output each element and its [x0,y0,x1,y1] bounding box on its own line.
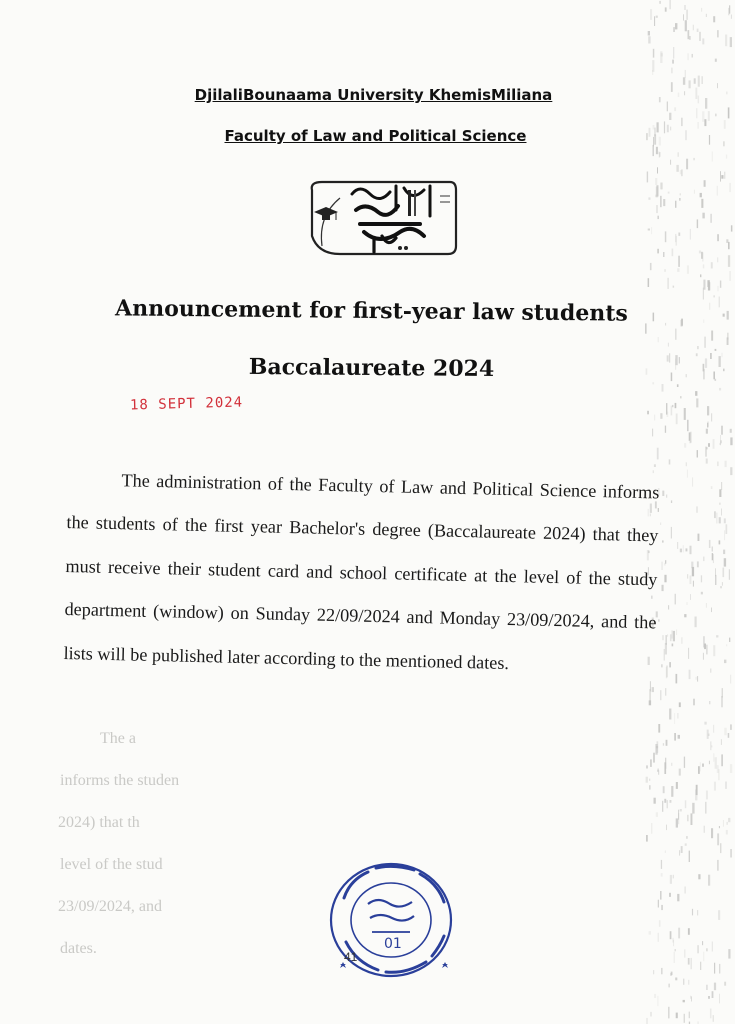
announcement-title: Announcement for first-year law students [114,295,629,327]
ghost-text: 2024) that th [58,814,140,831]
university-logo-icon [300,176,460,262]
ghost-text: dates. [60,940,97,957]
seal-number: 01 [384,936,402,952]
faculty-name: Faculty of Law and Political Science [224,127,527,145]
university-name: DjilaliBounaama University KhemisMiliana [194,86,553,104]
ghost-text: level of the stud [60,856,163,873]
received-date-stamp: 18 SEPT 2024 [129,394,244,414]
ghost-text: informs the studen [60,772,180,789]
faculty-seal-icon [316,858,466,988]
ghost-text: 23/09/2024, and [58,898,162,915]
page-number: 41 [344,950,358,964]
announcement-body: The administration of the Faculty of Law and Political Science informs the students of the first year Bachelor's degree (Baccalaureate 2024) that they must receive their student card and school certificate at the level of the study department (window) on Sunday 22/09/2024 and Monday 23/09/2024, and the lists will be published later according to the mentioned dates. [63,470,660,673]
announcement-subtitle: Baccalaureate 2024 [248,353,495,383]
ghost-text: The a [100,730,136,747]
